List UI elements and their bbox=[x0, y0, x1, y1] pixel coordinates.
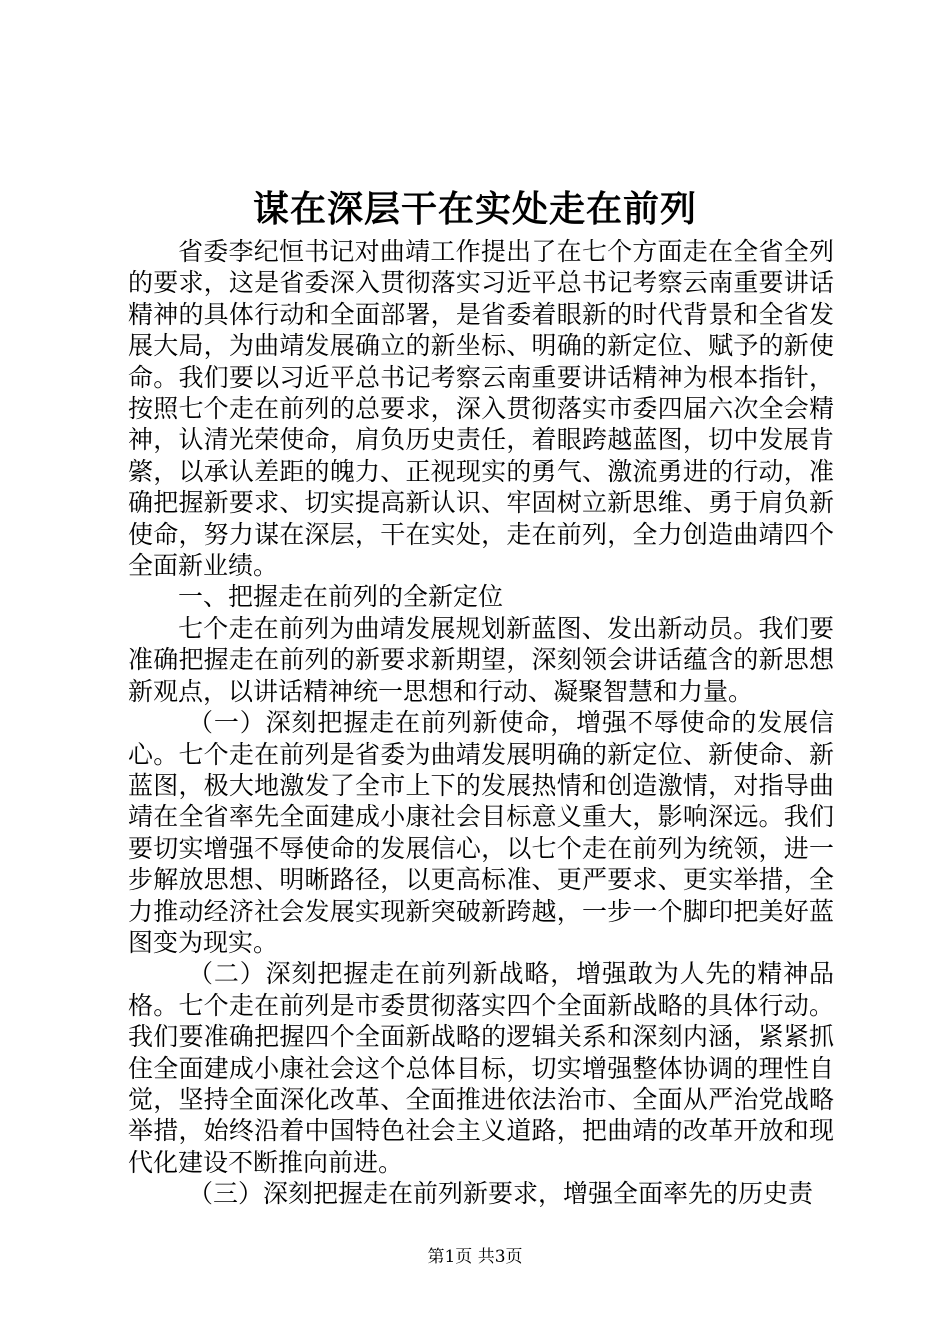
section-heading-1: 一、把握走在前列的全新定位 bbox=[178, 582, 504, 612]
paragraph-intro: 省委李纪恒书记对曲靖工作提出了在七个方面走在全省全列的要求，这是省委深入贯彻落实习近平总书记考察云南重要讲话精神的具体行动和全面部署，是省委着眼新的时代背景和全省发展大局，为曲靖发展确立的新坐标、明确的新定位、赋予的新使命。我们要以习近平总书记考察云南重要讲话精神为根本指针，按照七个走在前列的总要求，深入贯彻落实市委四届六次全会精神，认清光荣使命，肩负历史责任，着眼跨越蓝图，切中发展肯綮，以承认差距的魄力、正视现实的勇气、激流勇进的行动，准确把握新要求、切实提高新认识、牢固树立新思维、勇于肩负新使命，努力谋在深层，干在实处，走在前列，全力创造曲靖四个全面新业绩。 bbox=[128, 237, 834, 581]
paragraph-section-1: 七个走在前列为曲靖发展规划新蓝图、发出新动员。我们要准确把握走在前列的新要求新期望，深刻领会讲话蕴含的新思想新观点，以讲话精神统一思想和行动、凝聚智慧和力量。 bbox=[128, 613, 834, 706]
document-body bbox=[128, 236, 834, 1210]
document-title: 谋在深层干在实处走在前列 bbox=[252, 188, 697, 230]
paragraph-subsection-1: （一）深刻把握走在前列新使命，增强不辱使命的发展信心。七个走在前列是省委为曲靖发展明确的新定位、新使命、新蓝图，极大地激发了全市上下的发展热情和创造激情，对指导曲靖在全省率先全面建成小康社会目标意义重大，影响深远。我们要切实增强不辱使命的发展信心，以七个走在前列为统领，进一步解放思想、明晰路径，以更高标准、更严要求、更实举措，全力推动经济社会发展实现新突破新跨越，一步一个脚印把美好蓝图变为现实。 bbox=[128, 708, 834, 957]
paragraph-subsection-2: （二）深刻把握走在前列新战略，增强敢为人先的精神品格。七个走在前列是市委贯彻落实四个全面新战略的具体行动。我们要准确把握四个全面新战略的逻辑关系和深刻内涵，紧紧抓住全面建成小康社会这个总体目标，切实增强整体协调的理性自觉，坚持全面深化改革、全面推进依法治市、全面从严治党战略举措，始终沿着中国特色社会主义道路，把曲靖的改革开放和现代化建设不断推向前进。 bbox=[128, 959, 834, 1177]
paragraph-subsection-3: （三）深刻把握走在前列新要求，增强全面率先的历史责 bbox=[188, 1179, 814, 1209]
page-number: 第1页 共3页 bbox=[427, 1247, 523, 1267]
